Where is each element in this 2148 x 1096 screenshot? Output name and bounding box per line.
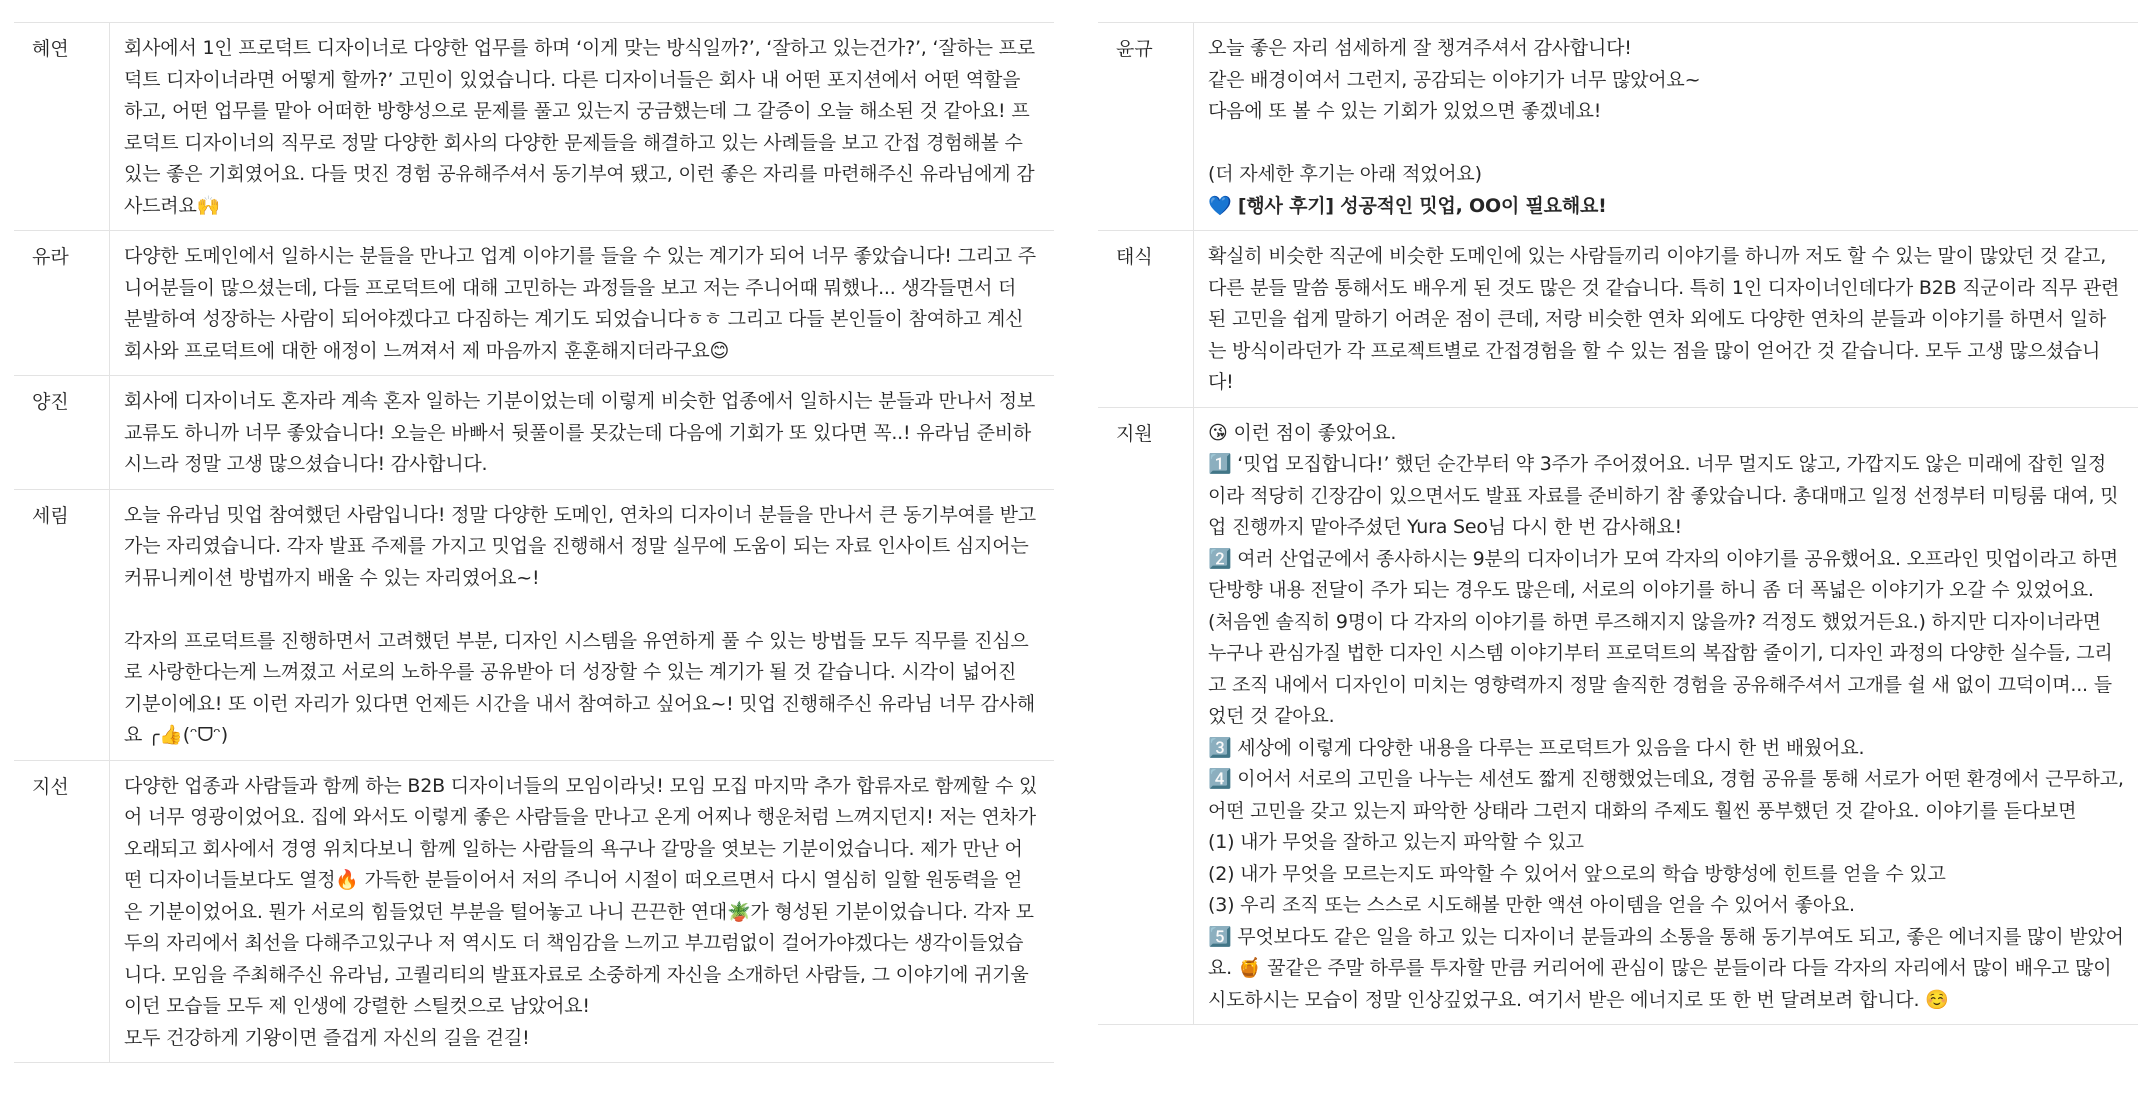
feedback-row: [14, 376, 1054, 490]
feedback-paragraph: (1) 내가 무엇을 잘하고 있는지 파악할 수 있고: [1208, 831, 1584, 853]
feedback-text: [110, 231, 1054, 375]
feedback-text: [110, 376, 1054, 489]
feedback-text: [110, 490, 1054, 760]
feedback-paragraph: 2️⃣ 여러 산업군에서 종사하시는 9분의 디자이너가 모여 각자의 이야기를 공유했어요. 오프라인 밋업이라고 하면 단방향 내용 전달이 주가 되는 경우도 많은데, 서로의 이야기를 하니 좀 더 폭넓은 이야기가 오갈 수 있었어요. (처음엔 솔직히 9명이 다 각자의 이야기를 하면 루즈해지지 않을까? 걱정도 했었거든요.) 하지만 디자이너라면 누구나 관심가질 법한 디자인 시스템 이야기부터 프로덕트의 복잡함 줄이기, 디자인 과정의 다양한 실수들, 그리고 조직 내에서 디자인이 미치는 영향력까지 정말 솔직한 경험을 공유해주셔서 고개를 쉴 새 없이 끄덕이며... 들었던 것 같아요.: [1208, 547, 2119, 727]
feedback-paragraph: 확실히 비슷한 직군에 비슷한 도메인에 있는 사람들끼리 이야기를 하니까 저도 할 수 있는 말이 많았던 것 같고, 다른 분들 말씀 통해서도 배우게 된 것도 많은 것 같습니다. 특히 1인 디자이너인데다가 B2B 직군이라 직무 관련된 고민을 쉽게 말하기 어려운 점이 큰데, 저랑 비슷한 연차 외에도 다양한 연차의 분들과 이야기를 하면서 일하는 방식이라던가 각 프로젝트별로 간접경험을 할 수 있는 점을 많이 얻어간 것 같습니다. 모두 고생 많으셨습니다!: [1208, 245, 2120, 393]
feedback-paragraph: 4️⃣ 이어서 서로의 고민을 나누는 세션도 짧게 진행했었는데요, 경험 공유를 통해 서로가 어떤 환경에서 근무하고, 어떤 고민을 갖고 있는지 파악한 상태라 그런지 대화의 주제도 훨씬 풍부했던 것 같아요. 이야기를 듣다보면: [1208, 768, 2124, 822]
feedback-row: [14, 490, 1054, 761]
author-name: 윤규: [1098, 23, 1194, 230]
feedback-row: [14, 761, 1054, 1064]
feedback-paragraph: 😘 이런 점이 좋았어요.: [1208, 421, 1397, 444]
author-name: 지선: [14, 761, 110, 1063]
feedback-paragraph: 3️⃣ 세상에 이렇게 다양한 내용을 다루는 프로덕트가 있음을 다시 한 번 배웠어요.: [1208, 736, 1865, 759]
feedback-paragraph: (2) 내가 무엇을 모르는지도 파악할 수 있어서 앞으로의 학습 방향성에 힌트를 얻을 수 있고: [1208, 862, 1946, 885]
feedback-paragraph: 오늘 유라님 밋업 참여했던 사람입니다! 정말 다양한 도메인, 연차의 디자이너 분들을 만나서 큰 동기부여를 받고 가는 자리였습니다. 각자 발표 주제를 가지고 밋업을 진행해서 정말 실무에 도움이 되는 자료 인사이트 심지어는 커뮤니케이션 방법까지 배울 수 있는 자리였어요~!: [124, 503, 1036, 589]
feedback-paragraph: 회사에 디자이너도 혼자라 계속 혼자 일하는 기분이었는데 이렇게 비슷한 업종에서 일하시는 분들과 만나서 정보교류도 하니까 너무 좋았습니다! 오늘은 바빠서 뒷풀이를 못갔는데 다음에 기회가 또 있다면 꼭..! 유라님 준비하시느라 정말 고생 많으셨습니다! 감사합니다.: [124, 390, 1036, 475]
feedback-paragraph: 각자의 프로덕트를 진행하면서 고려했던 부분, 디자인 시스템을 유연하게 풀 수 있는 방법들 모두 직무를 진심으로 사랑한다는게 느껴졌고 서로의 노하우를 공유받아 더 성장할 수 있는 계기가 될 것 같습니다. 시각이 넓어진 기분이에요! 또 이런 자리가 있다면 언제든 시간을 내서 참여하고 싶어요~! 밋업 진행해주신 유라님 너무 감사해요 ╭👍(ᵔᗜᵔ): [124, 629, 1036, 746]
author-name: 유라: [14, 231, 110, 375]
event-review-link[interactable]: 💙 [행사 후기] 성공적인 밋업, OO이 필요해요!: [1208, 194, 1607, 217]
author-name: 지원: [1098, 408, 1194, 1025]
feedback-paragraph: 다양한 도메인에서 일하시는 분들을 만나고 업계 이야기를 들을 수 있는 계기가 되어 너무 좋았습니다! 그리고 주니어분들이 많으셨는데, 다들 프로덕트에 대해 고민하는 과정들을 보고 저는 주니어때 뭐했나... 생각들면서 더 분발하여 성장하는 사람이 되어야겠다고 다짐하는 계기도 되었습니다ㅎㅎ 그리고 다들 본인들이 참여하고 계신 회사와 프로덕트에 대한 애정이 느껴져서 제 마음까지 훈훈해지더라구요😊: [124, 245, 1036, 362]
feedback-row: [14, 23, 1054, 231]
feedback-paragraph: (더 자세한 후기는 아래 적었어요): [1208, 163, 1482, 185]
feedback-text: [110, 761, 1054, 1063]
author-name: 세림: [14, 490, 110, 760]
feedback-paragraph: 모두 건강하게 기왕이면 즐겁게 자신의 길을 걷길!: [124, 1026, 530, 1049]
feedback-paragraph: 회사에서 1인 프로덕트 디자이너로 다양한 업무를 하며 ‘이게 맞는 방식일까?’, ‘잘하고 있는건가?’, ‘잘하는 프로덕트 디자이너라면 어떻게 할까?’ 고민이 있었습니다. 다른 디자이너들은 회사 내 어떤 포지션에서 어떤 역할을 하고, 어떤 업무를 맡아 어떠한 방향성으로 문제를 풀고 있는지 궁금했는데 그 갈증이 오늘 해소된 것 같아요! 프로덕트 디자이너의 직무로 정말 다양한 회사의 다양한 문제들을 해결하고 있는 사례들을 보고 간접 경험해볼 수 있는 좋은 기회였어요. 다들 멋진 경험 공유해주셔서 동기부여 됐고, 이런 좋은 자리를 마련해주신 유라님에게 감사드려요🙌: [124, 37, 1035, 217]
feedback-paragraph: [124, 594, 1040, 626]
feedback-paragraph: 다양한 업종과 사람들과 함께 하는 B2B 디자이너들의 모임이라닛! 모임 모집 마지막 추가 합류자로 함께할 수 있어 너무 영광이었어요. 집에 와서도 이렇게 좋은 사람들을 만나고 온게 어찌나 행운처럼 느껴지던지! 저는 연차가 오래되고 회사에서 경영 위치다보니 함께 일하는 사람들의 욕구나 갈망을 엿보는 기분이었습니다. 제가 만난 어떤 디자이너들보다도 열정🔥 가득한 분들이어서 저의 주니어 시절이 떠오르면서 다시 열심히 일할 원동력을 얻은 기분이었어요. 뭔가 서로의 힘들었던 부분을 털어놓고 나니 끈끈한 연대🪴가 형성된 기분이었습니다. 각자 모두의 자리에서 최선을 다해주고있구나 저 역시도 더 책임감을 느끼고 부끄럼없이 걸어가야겠다는 생각이들었습니다. 모임을 주최해주신 유라님, 고퀄리티의 발표자료로 소중하게 자신을 소개하던 사람들, 그 이야기에 귀기울이던 모습들 모두 제 인생에 강렬한 스틸컷으로 남았어요!: [124, 774, 1038, 1017]
feedback-paragraph: 다음에 또 볼 수 있는 기회가 있었으면 좋겠네요!: [1208, 100, 1602, 122]
feedback-row: [14, 231, 1054, 376]
feedback-text: [1194, 408, 2138, 1025]
author-name: 양진: [14, 376, 110, 489]
author-name: 혜연: [14, 23, 110, 230]
feedback-paragraph: [1208, 128, 2124, 160]
feedback-paragraph: 오늘 좋은 자리 섬세하게 잘 챙겨주셔서 감사합니다!: [1208, 37, 1632, 59]
feedback-text: [110, 23, 1054, 230]
feedback-paragraph: 같은 배경이여서 그런지, 공감되는 이야기가 너무 많았어요~: [1208, 68, 1701, 91]
feedback-text: [1194, 23, 2138, 230]
author-name: 태식: [1098, 231, 1194, 407]
left-feedback-table: [14, 22, 1054, 1063]
feedback-row: [1098, 231, 2138, 408]
feedback-row: [1098, 23, 2138, 231]
feedback-paragraph: (3) 우리 조직 또는 스스로 시도해볼 만한 액션 아이템을 얻을 수 있어서 좋아요.: [1208, 894, 1855, 916]
right-feedback-table: [1098, 22, 2138, 1025]
feedback-paragraph: 5️⃣ 무엇보다도 같은 일을 하고 있는 디자이너 분들과의 소통을 통해 동기부여도 되고, 좋은 에너지를 많이 받았어요. 🍯 꿀같은 주말 하루를 투자할 만큼 커리어에 관심이 많은 분들이라 다들 각자의 자리에서 많이 배우고 많이 시도하시는 모습이 정말 인상깊었구요. 여기서 받은 에너지로 또 한 번 달려보려 합니다. ☺️: [1208, 925, 2124, 1011]
feedback-paragraph: 1️⃣ ‘밋업 모집합니다!’ 했던 순간부터 약 3주가 주어졌어요. 너무 멀지도 않고, 가깝지도 않은 미래에 잡힌 일정이라 적당히 긴장감이 있으면서도 발표 자료를 준비하기 참 좋았습니다. 총대매고 일정 선정부터 미팅룸 대여, 밋업 진행까지 맡아주셨던 Yura Seo님 다시 한 번 감사해요!: [1208, 453, 2119, 538]
feedback-row: [1098, 408, 2138, 1026]
feedback-text: [1194, 231, 2138, 407]
